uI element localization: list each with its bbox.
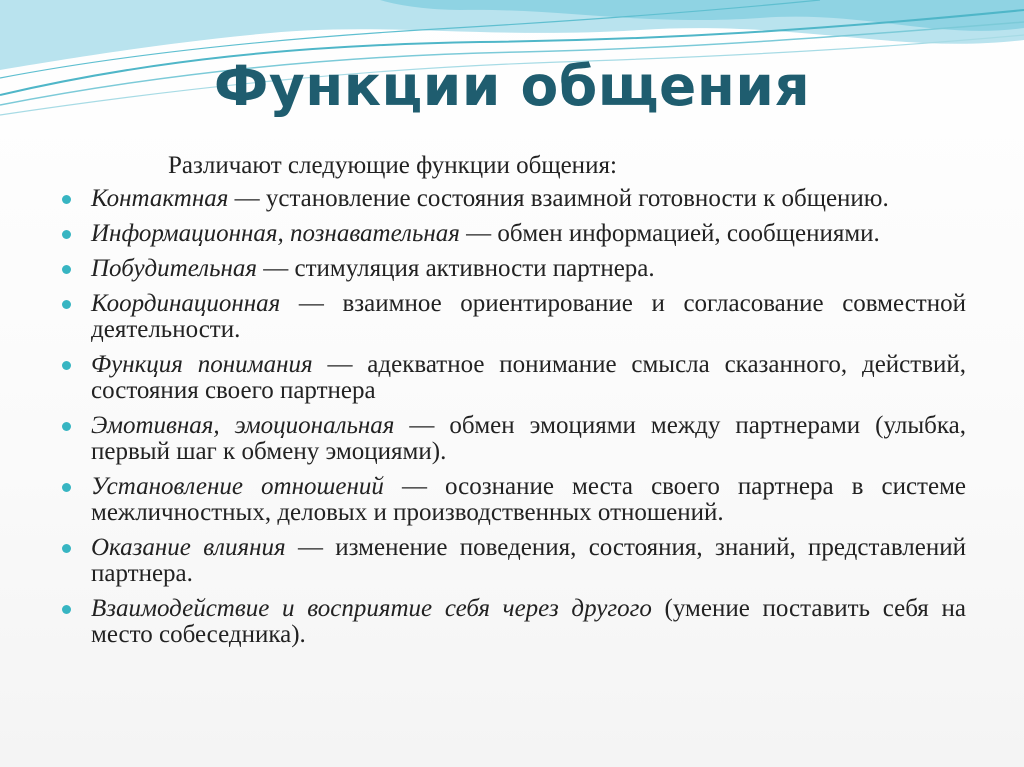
item-text: — обмен информацией, сообщениями.: [459, 220, 880, 247]
bullet-icon: [62, 605, 71, 614]
item-term: Контактная: [91, 185, 229, 212]
bullet-icon: [62, 422, 71, 431]
bullet-icon: [62, 361, 71, 370]
item-term: Эмотивная, эмоциональная: [91, 412, 395, 439]
item-text: — адекватное понимание смысла сказанного, действий, состояния своего партнера: [91, 351, 967, 404]
item-term: Координационная: [91, 290, 281, 317]
list-item: [58, 474, 966, 526]
slide-title: Функции общения: [213, 54, 811, 118]
item-text: — обмен эмоциями между партнерами (улыбка, первый шаг к обмену эмоциями).: [91, 412, 966, 465]
bullet-icon: [62, 544, 71, 553]
bullet-icon: [62, 300, 71, 309]
item-term: Установление отношений: [91, 473, 384, 500]
item-text: — стимуляция активности партнера.: [256, 255, 655, 282]
bullet-icon: [62, 230, 71, 239]
item-term: Взаимодействие и восприятие себя через другого: [91, 595, 652, 622]
list-item: [58, 256, 966, 282]
item-term: Оказание влияния: [91, 534, 286, 561]
list-item: [58, 535, 966, 587]
item-text: — изменение поведения, состояния, знаний, представлений партнера.: [91, 534, 966, 587]
item-text: (умение поставить себя на место собеседника).: [91, 595, 966, 648]
item-term: Функция понимания: [91, 351, 313, 378]
item-text: — осознание места своего партнера в системе межличностных, деловых и производственных отношений.: [91, 473, 966, 526]
list-item: [58, 221, 966, 247]
bullet-icon: [62, 265, 71, 274]
list-item: [58, 186, 966, 212]
item-term: Информационная, познавательная: [91, 220, 460, 247]
intro-text: Различают следующие функции общения:: [168, 152, 617, 179]
list-item: [58, 596, 966, 648]
bullet-icon: [62, 483, 71, 492]
list-item: [58, 291, 966, 343]
item-text: — установление состояния взаимной готовности к общению.: [228, 185, 889, 212]
list-item: [58, 413, 966, 465]
item-term: Побудительная: [91, 255, 257, 282]
item-text: — взаимное ориентирование и согласование совместной деятельности.: [91, 290, 966, 343]
bullet-icon: [62, 195, 71, 204]
list-item: [58, 352, 966, 404]
functions-list: [58, 186, 966, 657]
